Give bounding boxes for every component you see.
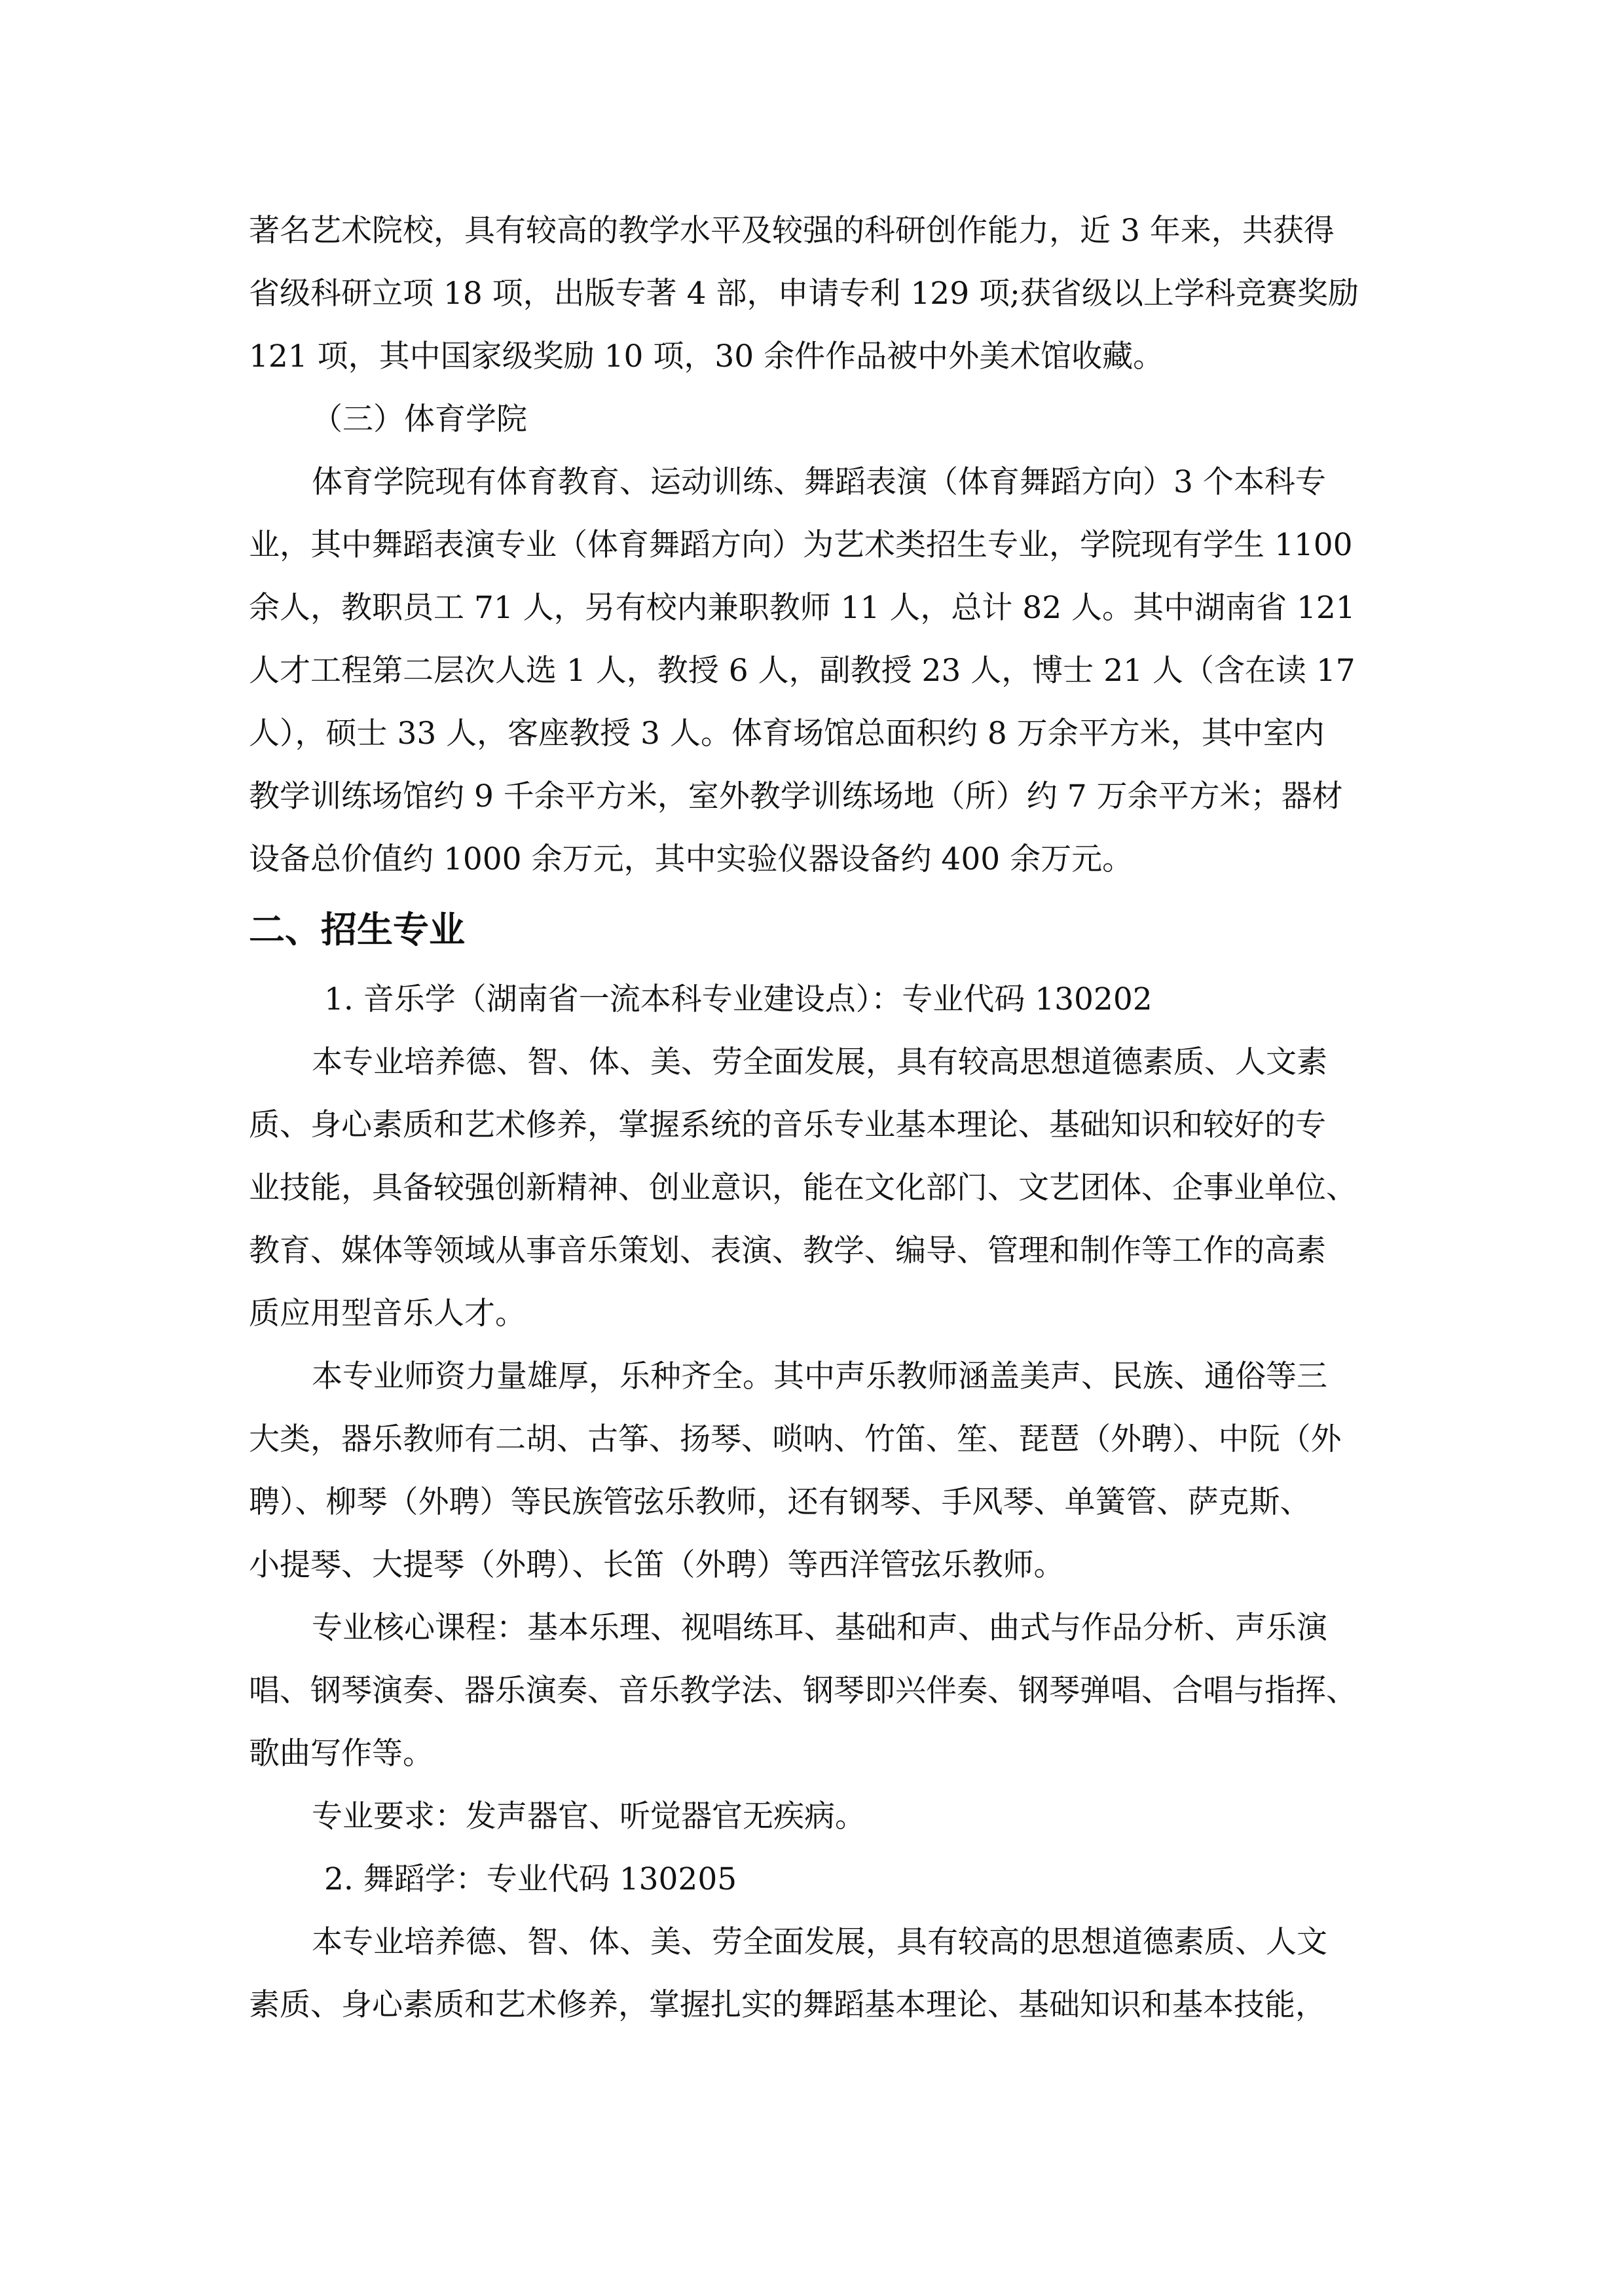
text-line: 121 项，其中国家级奖励 10 项，30 余件作品被中外美术馆收藏。 (249, 338, 1164, 374)
text-line: 省级科研立项 18 项，出版专著 4 部，申请专利 129 项;获省级以上学科竞赛奖励 (249, 276, 1359, 312)
text-line: 小提琴、大提琴（外聘）、长笛（外聘）等西洋管弦乐教师。 (249, 1547, 1065, 1583)
text-line: 歌曲写作等。 (249, 1736, 434, 1772)
major-title: 2. 舞蹈学：专业代码 130205 (324, 1861, 737, 1897)
text-line: 业技能，具备较强创新精神、创业意识，能在文化部门、文艺团体、企事业单位、 (249, 1170, 1357, 1206)
text-line: 质、身心素质和艺术修养，掌握系统的音乐专业基本理论、基础知识和较好的专 (249, 1107, 1326, 1143)
text-line: 专业要求：发声器官、听觉器官无疾病。 (312, 1798, 866, 1834)
major-title: 1. 音乐学（湖南省一流本科专业建设点）：专业代码 130202 (324, 981, 1153, 1017)
text-line: 素质、身心素质和艺术修养，掌握扎实的舞蹈基本理论、基础知识和基本技能， (249, 1987, 1326, 2023)
text-line: 本专业培养德、智、体、美、劳全面发展，具有较高的思想道德素质、人文 (312, 1924, 1327, 1960)
text-line: 本专业培养德、智、体、美、劳全面发展，具有较高思想道德素质、人文素 (312, 1044, 1327, 1080)
text-line: 教育、媒体等领域从事音乐策划、表演、教学、编导、管理和制作等工作的高素 (249, 1233, 1326, 1269)
subsection-title: （三）体育学院 (312, 401, 527, 437)
text-line: 教学训练场馆约 9 千余平方米，室外教学训练场地（所）约 7 万余平方米；器材 (249, 778, 1343, 814)
text-line: 设备总价值约 1000 余万元，其中实验仪器设备约 400 余万元。 (249, 841, 1134, 877)
text-line: 业，其中舞蹈表演专业（体育舞蹈方向）为艺术类招生专业，学院现有学生 1100 (249, 527, 1353, 563)
text-line: 质应用型音乐人才。 (249, 1296, 526, 1332)
text-line: 唱、钢琴演奏、器乐演奏、音乐教学法、钢琴即兴伴奏、钢琴弹唱、合唱与指挥、 (249, 1673, 1357, 1709)
text-line: 专业核心课程：基本乐理、视唱练耳、基础和声、曲式与作品分析、声乐演 (312, 1610, 1327, 1646)
text-line: 人才工程第二层次人选 1 人，教授 6 人，副教授 23 人，博士 21 人（含在读 17 (249, 653, 1356, 689)
text-line: 人），硕士 33 人，客座教授 3 人。体育场馆总面积约 8 万余平方米，其中室内 (249, 716, 1325, 752)
section-heading: 二、招生专业 (249, 909, 466, 951)
text-line: 著名艺术院校，具有较高的教学水平及较强的科研创作能力，近 3 年来，共获得 (249, 213, 1335, 249)
text-line: 体育学院现有体育教育、运动训练、舞蹈表演（体育舞蹈方向）3 个本科专 (312, 464, 1326, 500)
text-line: 本专业师资力量雄厚，乐种齐全。其中声乐教师涵盖美声、民族、通俗等三 (312, 1358, 1327, 1394)
document-page (249, 200, 1382, 2037)
text-line: 大类，器乐教师有二胡、古筝、扬琴、唢呐、竹笛、笙、琵琶（外聘）、中阮（外 (249, 1421, 1342, 1457)
text-line: 余人，教职员工 71 人，另有校内兼职教师 11 人，总计 82 人。其中湖南省 121 (249, 590, 1356, 626)
text-line: 聘）、柳琴（外聘）等民族管弦乐教师，还有钢琴、手风琴、单簧管、萨克斯、 (249, 1484, 1311, 1520)
